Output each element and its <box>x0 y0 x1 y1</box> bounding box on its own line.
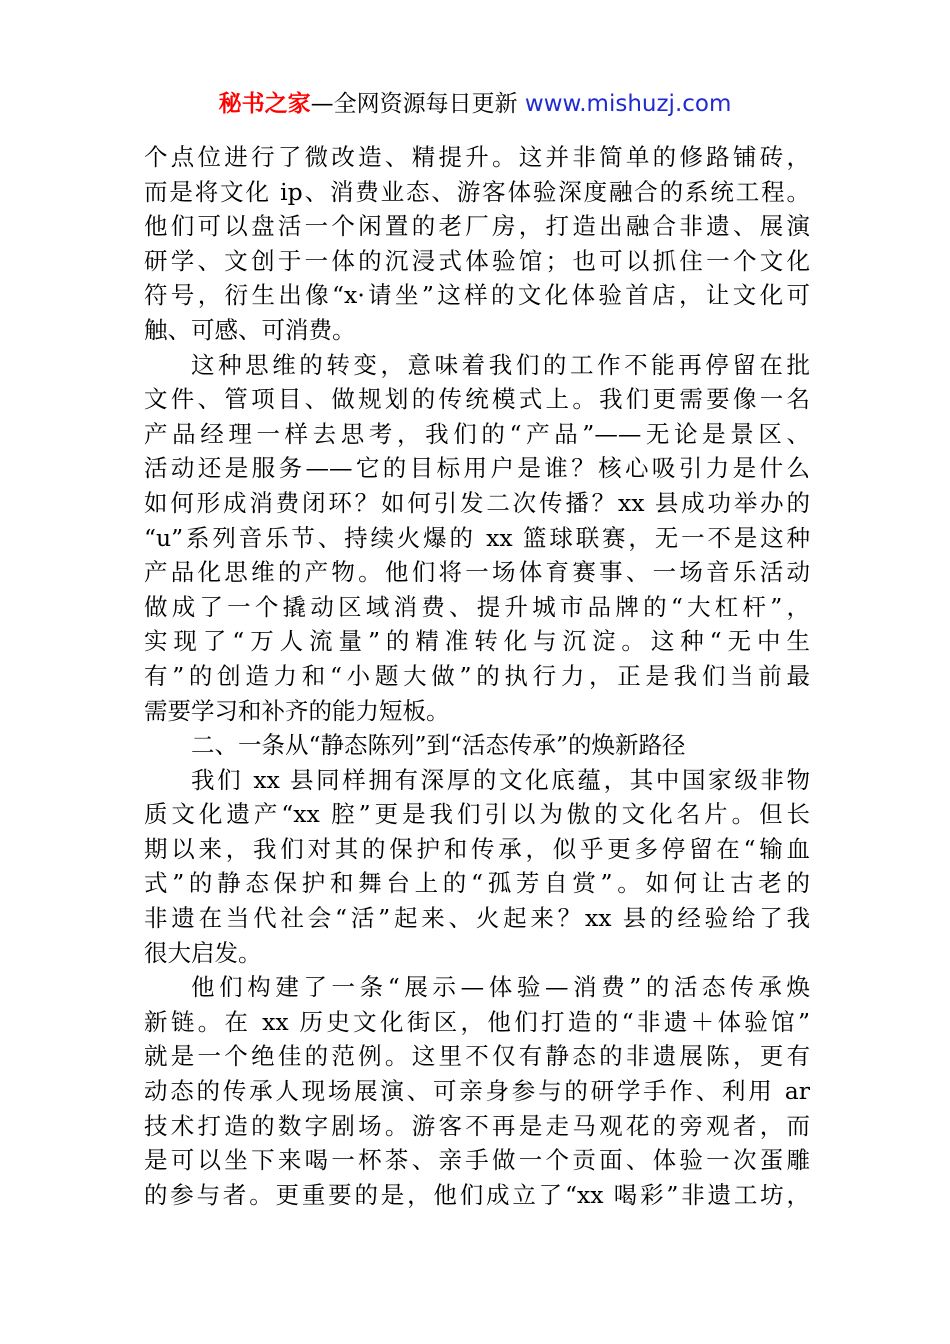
text-line: 文件、管项目、做规划的传统模式上。我们更需要像一名 <box>144 385 810 414</box>
text-line: 动态的传承人现场展演、可亲身参与的研学手作、利用 ar <box>144 1077 810 1106</box>
text-line: 是可以坐下来喝一杯茶、亲手做一个贡面、体验一次蛋雕 <box>144 1146 810 1175</box>
text-line: 符号，衍生出像“x·请坐”这样的文化体验首店，让文化可 <box>144 281 810 310</box>
text-line: 研学、文创于一体的沉浸式体验馆；也可以抓住一个文化 <box>144 246 810 275</box>
text-line: 非遗在当代社会“活”起来、火起来？xx 县的经验给了我 <box>144 904 810 933</box>
section-heading: 二、一条从“静态陈列”到“活态传承”的焕新路径 <box>191 731 686 760</box>
text-line: 个点位进行了微改造、精提升。这并非简单的修路铺砖， <box>144 143 810 171</box>
text-line: 质文化遗产“xx 腔”更是我们引以为傲的文化名片。但长 <box>144 800 810 829</box>
text-line: 很大启发。 <box>144 938 262 967</box>
text-line: 触、可感、可消费。 <box>144 315 356 344</box>
text-line: 的参与者。更重要的是，他们成立了“xx 喝彩”非遗工坊， <box>144 1180 810 1209</box>
brand-name: 秘书之家 <box>218 91 311 117</box>
text-line: 式”的静态保护和舞台上的“孤芳自赏”。如何让古老的 <box>144 869 810 898</box>
text-line: 而是将文化 ip、消费业态、游客体验深度融合的系统工程。 <box>144 177 810 206</box>
text-line: 期以来，我们对其的保护和传承，似乎更多停留在“输血 <box>144 834 810 863</box>
text-line: 需要学习和补齐的能力短板。 <box>144 696 450 725</box>
text-line: 技术打造的数字剧场。游客不再是走马观花的旁观者，而 <box>144 1111 810 1140</box>
text-line: 产品化思维的产物。他们将一场体育赛事、一场音乐活动 <box>144 558 810 587</box>
text-line: 有”的创造力和“小题大做”的执行力，正是我们当前最 <box>144 661 810 690</box>
text-line: 这种思维的转变，意味着我们的工作不能再停留在批 <box>191 350 810 379</box>
text-line: 如何形成消费闭环？如何引发二次传播？xx 县成功举办的 <box>144 488 810 517</box>
text-line: 新链。在 xx 历史文化街区，他们打造的“非遗＋体验馆” <box>144 1007 810 1036</box>
text-line: 做成了一个撬动区域消费、提升城市品牌的“大杠杆”， <box>144 592 810 621</box>
text-line: “u”系列音乐节、持续火爆的 xx 篮球联赛，无一不是这种 <box>144 523 810 552</box>
text-line: 活动还是服务——它的目标用户是谁？核心吸引力是什么 <box>144 454 810 483</box>
page-header <box>0 86 950 122</box>
header-tagline: —全网资源每日更新 <box>310 91 525 117</box>
text-line: 就是一个绝佳的范例。这里不仅有静态的非遗展陈，更有 <box>144 1042 810 1071</box>
text-line: 他们可以盘活一个闲置的老厂房，打造出融合非遗、展演 <box>144 212 810 241</box>
site-url[interactable]: www.mishuzj.com <box>524 91 732 117</box>
text-line: 产品经理一样去思考，我们的“产品”——无论是景区、 <box>144 419 810 448</box>
text-line: 他们构建了一条“展示—体验—消费”的活态传承焕 <box>191 973 810 1002</box>
document-body <box>144 140 810 1212</box>
text-line: 我们 xx 县同样拥有深厚的文化底蕴，其中国家级非物 <box>191 765 810 794</box>
text-line: 实现了“万人流量”的精准转化与沉淀。这种“无中生 <box>144 627 810 656</box>
